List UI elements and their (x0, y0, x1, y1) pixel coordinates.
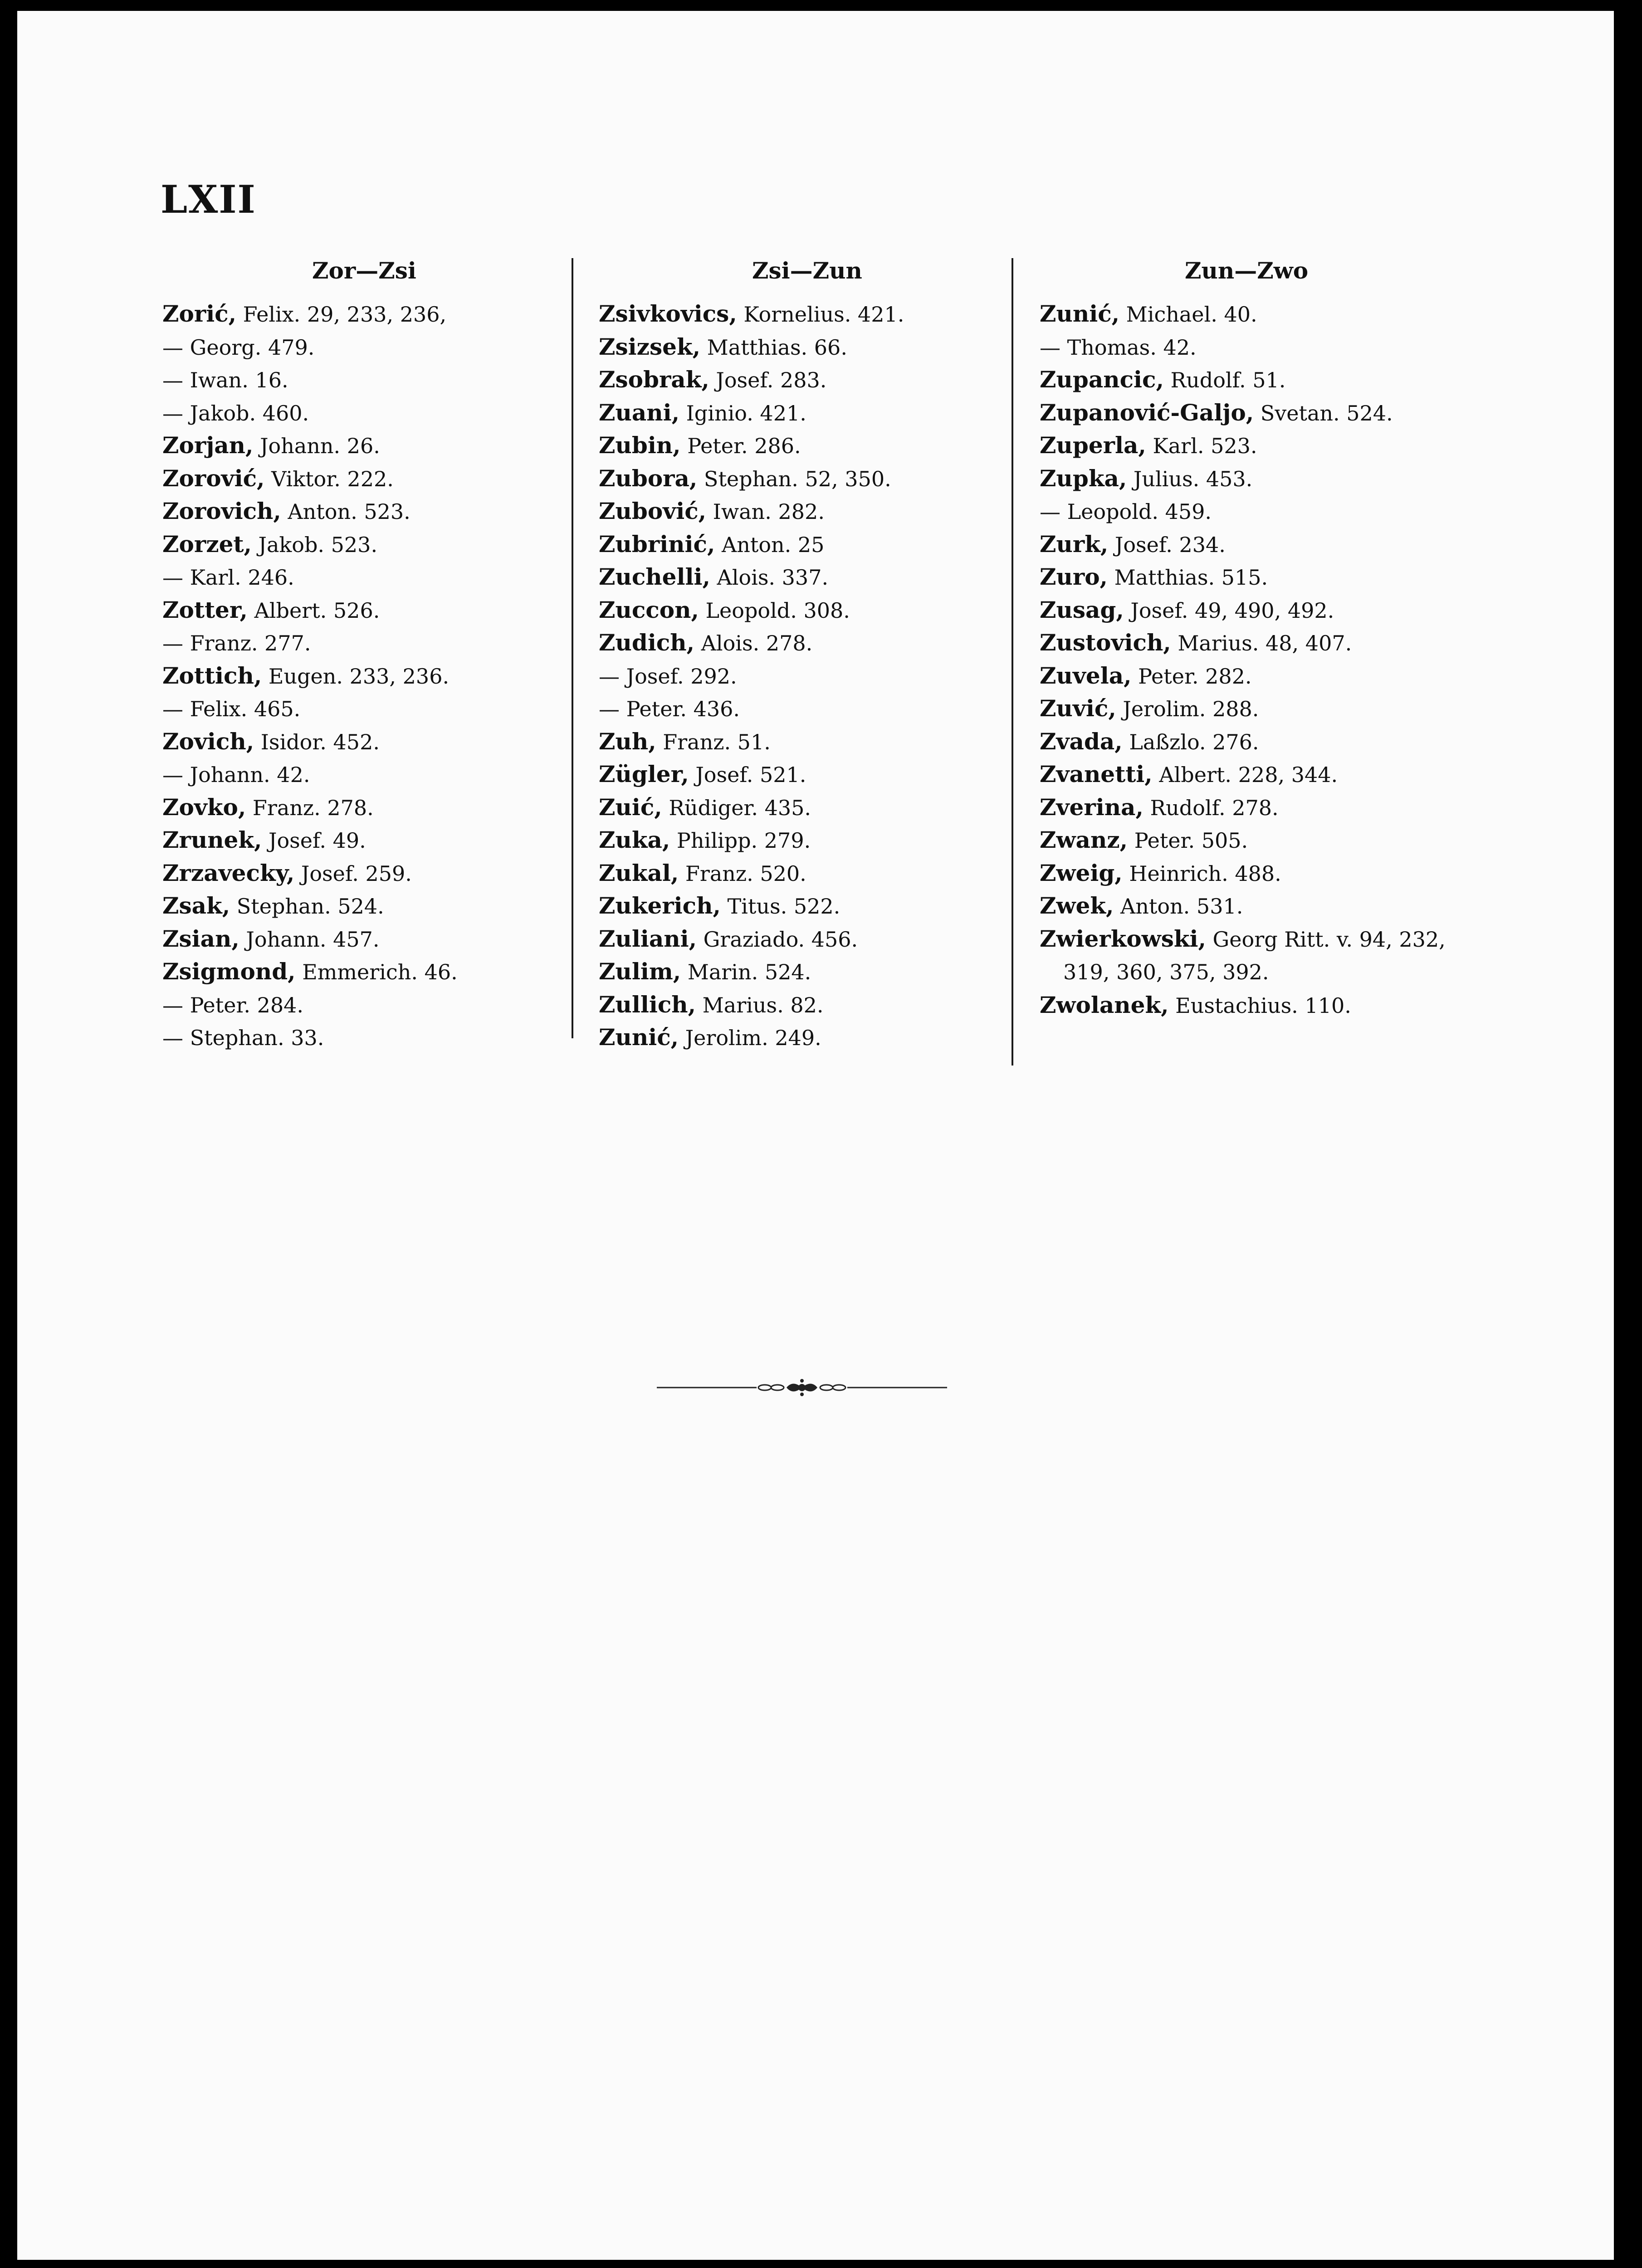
entry-details: — Peter. 284. (162, 992, 304, 1017)
index-entry (599, 824, 1007, 857)
entry-details: Josef. 49. (262, 828, 366, 853)
index-entry (599, 594, 1007, 627)
index-entry (1040, 989, 1493, 1022)
entry-details: Eugen. 233, 236. (262, 664, 450, 689)
entry-details: — Felix. 465. (162, 697, 301, 721)
surname: Zvanetti, (1040, 761, 1153, 787)
entry-details: Heinrich. 488. (1122, 861, 1281, 886)
index-entry (599, 429, 1007, 462)
surname: Zrzavecky, (162, 859, 295, 886)
entry-details: Josef. 259. (294, 861, 412, 886)
entry-details: Peter. 282. (1131, 664, 1252, 689)
index-entry (162, 396, 571, 430)
entry-details: Felix. 29, 233, 236, (236, 302, 447, 327)
surname: Zuka, (599, 826, 670, 853)
index-entry (1040, 692, 1493, 725)
entry-details: Stephan. 524. (230, 894, 384, 919)
surname: Zuani, (599, 399, 680, 426)
surname: Zusag, (1040, 596, 1124, 623)
entry-details: Leopold. 308. (699, 598, 850, 623)
index-entry (162, 1021, 571, 1054)
index-entry (162, 331, 571, 364)
index-entry (599, 462, 1007, 495)
surname: Zustovich, (1040, 629, 1171, 656)
index-entry (162, 626, 571, 660)
surname: Zuro, (1040, 563, 1108, 590)
entry-details: Laßzlo. 276. (1122, 729, 1259, 754)
surname: Zuliani, (599, 925, 697, 952)
surname: Zorjan, (162, 432, 254, 459)
surname: Zuchelli, (599, 563, 710, 590)
surname: Zsizsek, (599, 333, 701, 360)
entry-details: Eustachius. 110. (1168, 993, 1351, 1018)
entry-details: Jakob. 523. (251, 532, 378, 557)
surname: Zwek, (1040, 892, 1114, 919)
index-entry (1040, 495, 1493, 528)
index-entry (162, 791, 571, 824)
surname: Zuić, (599, 793, 662, 821)
surname: Zuvela, (1040, 662, 1132, 689)
entry-details: — Iwan. 16. (162, 368, 288, 392)
index-entry (1040, 791, 1493, 824)
index-entry (599, 725, 1007, 758)
surname: Zorovich, (162, 498, 281, 524)
entry-details: Rüdiger. 435. (662, 795, 811, 820)
entry-details: — Thomas. 42. (1040, 335, 1197, 360)
surname: Zupanović-Galjo, (1040, 399, 1254, 426)
surname: Zsivkovics, (599, 300, 737, 327)
surname: Zwolanek, (1040, 991, 1169, 1018)
entry-details: Graziado. 456. (697, 927, 858, 952)
entry-details: — Stephan. 33. (162, 1026, 324, 1050)
entry-details: Emmerich. 46. (295, 960, 458, 984)
index-entry (1040, 824, 1493, 857)
entry-details: Peter. 286. (680, 434, 801, 458)
surname: Zupancic, (1040, 366, 1164, 393)
page (17, 11, 1614, 2260)
column-heading: Zun—Zwo (1185, 257, 1309, 284)
entry-details: Rudolf. 51. (1163, 368, 1286, 392)
index-entry (1040, 298, 1493, 331)
index-entry (1040, 758, 1493, 791)
entry-details: — Georg. 479. (162, 335, 315, 360)
index-entry (162, 824, 571, 857)
surname: Zorzet, (162, 530, 252, 557)
index-entry (1040, 528, 1493, 561)
surname: Zunić, (599, 1024, 679, 1051)
index-column-3 (1040, 256, 1493, 1022)
column-divider (1012, 258, 1013, 1066)
index-entry (599, 561, 1007, 594)
surname: Zsobrak, (599, 366, 709, 393)
index-entry (599, 495, 1007, 528)
index-entry (599, 857, 1007, 890)
index-entry (1040, 331, 1493, 364)
entry-details: Albert. 526. (247, 598, 380, 623)
surname: Zorović, (162, 464, 265, 492)
entry-list (162, 298, 571, 1054)
index-entry (1040, 429, 1493, 462)
entry-details: Matthias. 66. (700, 335, 847, 360)
surname: Zukal, (599, 859, 679, 886)
entry-details: — Josef. 292. (599, 664, 737, 689)
surname: Zubin, (599, 432, 681, 459)
index-entry (599, 758, 1007, 791)
entry-details: Rudolf. 278. (1143, 795, 1279, 820)
entry-details: Marius. 82. (696, 992, 824, 1017)
index-entry (162, 429, 571, 462)
surname: Zsak, (162, 892, 230, 919)
surname: Zulim, (599, 958, 681, 985)
surname: Zvada, (1040, 728, 1123, 755)
index-entry (1040, 890, 1493, 923)
surname: Zubrinić, (599, 530, 715, 557)
surname: Zverina, (1040, 793, 1144, 821)
surname: Zsian, (162, 925, 239, 952)
surname: Zullich, (599, 991, 696, 1018)
entry-details: Franz. 278. (246, 795, 374, 820)
surname: Zukerich, (599, 892, 721, 919)
index-entry (162, 462, 571, 495)
entry-details: Franz. 51. (656, 729, 771, 754)
index-entry (162, 561, 571, 594)
surname: Zuperla, (1040, 432, 1146, 459)
index-entry (599, 890, 1007, 923)
surname: Zrunek, (162, 826, 262, 853)
surname: Zorić, (162, 300, 237, 327)
surname: Zottich, (162, 662, 262, 689)
index-entry (162, 528, 571, 561)
index-entry (1040, 363, 1493, 396)
ornament-divider (657, 1376, 947, 1399)
entry-details: Anton. 25 (715, 532, 825, 557)
entry-details: Karl. 523. (1146, 434, 1257, 458)
index-entry (599, 988, 1007, 1022)
entry-details: Anton. 523. (281, 499, 410, 524)
index-column-2 (599, 256, 1007, 1054)
index-entry (162, 955, 571, 988)
index-entry (162, 660, 571, 693)
entry-details: Albert. 228, 344. (1152, 763, 1338, 787)
index-entry (162, 857, 571, 890)
entry-details: Johann. 457. (239, 927, 380, 952)
surname: Zuh, (599, 728, 656, 755)
entry-details: Josef. 234. (1108, 532, 1226, 557)
surname: Zuvić, (1040, 695, 1116, 722)
index-entry (599, 298, 1007, 331)
index-entry (162, 890, 571, 923)
index-entry (162, 758, 571, 791)
index-entry (599, 660, 1007, 693)
entry-details: — Jakob. 460. (162, 401, 309, 425)
entry-details: Peter. 505. (1128, 828, 1248, 853)
index-entry (599, 923, 1007, 956)
entry-details: Stephan. 52, 350. (697, 466, 891, 491)
entry-details: Kornelius. 421. (737, 302, 904, 327)
entry-details: Josef. 49, 490, 492. (1124, 598, 1334, 623)
entry-list (599, 298, 1007, 1054)
index-entry (599, 1021, 1007, 1054)
entry-details: Michael. 40. (1119, 302, 1257, 327)
surname: Zubović, (599, 498, 707, 524)
entry-details: — Karl. 246. (162, 565, 294, 590)
entry-details: Viktor. 222. (264, 466, 394, 491)
index-entry (599, 528, 1007, 561)
index-entry (599, 396, 1007, 430)
entry-details: — Franz. 277. (162, 631, 311, 655)
surname: Zovko, (162, 793, 246, 821)
entry-details: Georg Ritt. v. 94, 232, (1206, 927, 1446, 952)
index-entry (599, 331, 1007, 364)
index-entry (1040, 725, 1493, 758)
entry-details: — Johann. 42. (162, 763, 310, 787)
surname: Zweig, (1040, 859, 1123, 886)
index-entry (1040, 660, 1493, 693)
index-entry (162, 363, 571, 396)
surname: Zunić, (1040, 300, 1120, 327)
entry-details: Josef. 283. (709, 368, 827, 392)
surname: Zügler, (599, 761, 689, 787)
entry-details: Titus. 522. (720, 894, 841, 919)
surname: Zwierkowski, (1040, 925, 1206, 952)
index-entry (162, 988, 571, 1022)
entry-details: Jerolim. 288. (1116, 697, 1259, 721)
entry-details: Isidor. 452. (254, 729, 380, 754)
entry-details: — Leopold. 459. (1040, 499, 1212, 524)
entry-details: Anton. 531. (1114, 894, 1243, 919)
index-entry (1040, 396, 1493, 430)
index-entry (599, 955, 1007, 988)
index-entry (1040, 626, 1493, 660)
entry-details: Iwan. 282. (706, 499, 825, 524)
surname: Zsigmond, (162, 958, 296, 985)
entry-details: Franz. 520. (679, 861, 806, 886)
index-entry (162, 495, 571, 528)
index-entry (162, 923, 571, 956)
entry-details: Alois. 278. (694, 631, 813, 655)
page-number: LXII (161, 177, 256, 222)
surname: Zurk, (1040, 530, 1109, 557)
index-entry (599, 692, 1007, 725)
index-entry (162, 725, 571, 758)
index-entry (162, 692, 571, 725)
entry-details: Johann. 26. (253, 434, 380, 458)
entry-details: Svetan. 524. (1254, 401, 1393, 425)
index-entry (599, 791, 1007, 824)
index-entry (1040, 857, 1493, 890)
index-entry (162, 298, 571, 331)
index-entry (162, 594, 571, 627)
index-entry (599, 363, 1007, 396)
index-entry (1040, 923, 1493, 989)
column-divider (572, 258, 573, 1038)
column-heading: Zor—Zsi (312, 257, 416, 284)
surname: Zudich, (599, 629, 695, 656)
entry-details: Alois. 337. (710, 565, 829, 590)
surname: Zuccon, (599, 596, 699, 623)
entry-details: Marin. 524. (681, 960, 811, 984)
column-heading: Zsi—Zun (752, 257, 862, 284)
index-entry (1040, 561, 1493, 594)
entry-details: Julius. 453. (1127, 466, 1253, 491)
entry-details: Jerolim. 249. (679, 1026, 821, 1050)
surname: Zubora, (599, 464, 698, 492)
entry-details: Iginio. 421. (679, 401, 806, 425)
entry-details: — Peter. 436. (599, 697, 740, 721)
entry-continuation: 319, 360, 375, 392. (1063, 960, 1269, 984)
surname: Zupka, (1040, 464, 1127, 492)
entry-details: Josef. 521. (689, 763, 806, 787)
surname: Zwanz, (1040, 826, 1128, 853)
index-column-1 (162, 256, 571, 1054)
index-entry (1040, 594, 1493, 627)
index-entry (599, 626, 1007, 660)
surname: Zovich, (162, 728, 254, 755)
entry-details: Matthias. 515. (1107, 565, 1268, 590)
entry-list (1040, 298, 1493, 1022)
entry-details: Philipp. 279. (670, 828, 811, 853)
surname: Zotter, (162, 596, 248, 623)
entry-details: Marius. 48, 407. (1171, 631, 1352, 655)
index-entry (1040, 462, 1493, 495)
